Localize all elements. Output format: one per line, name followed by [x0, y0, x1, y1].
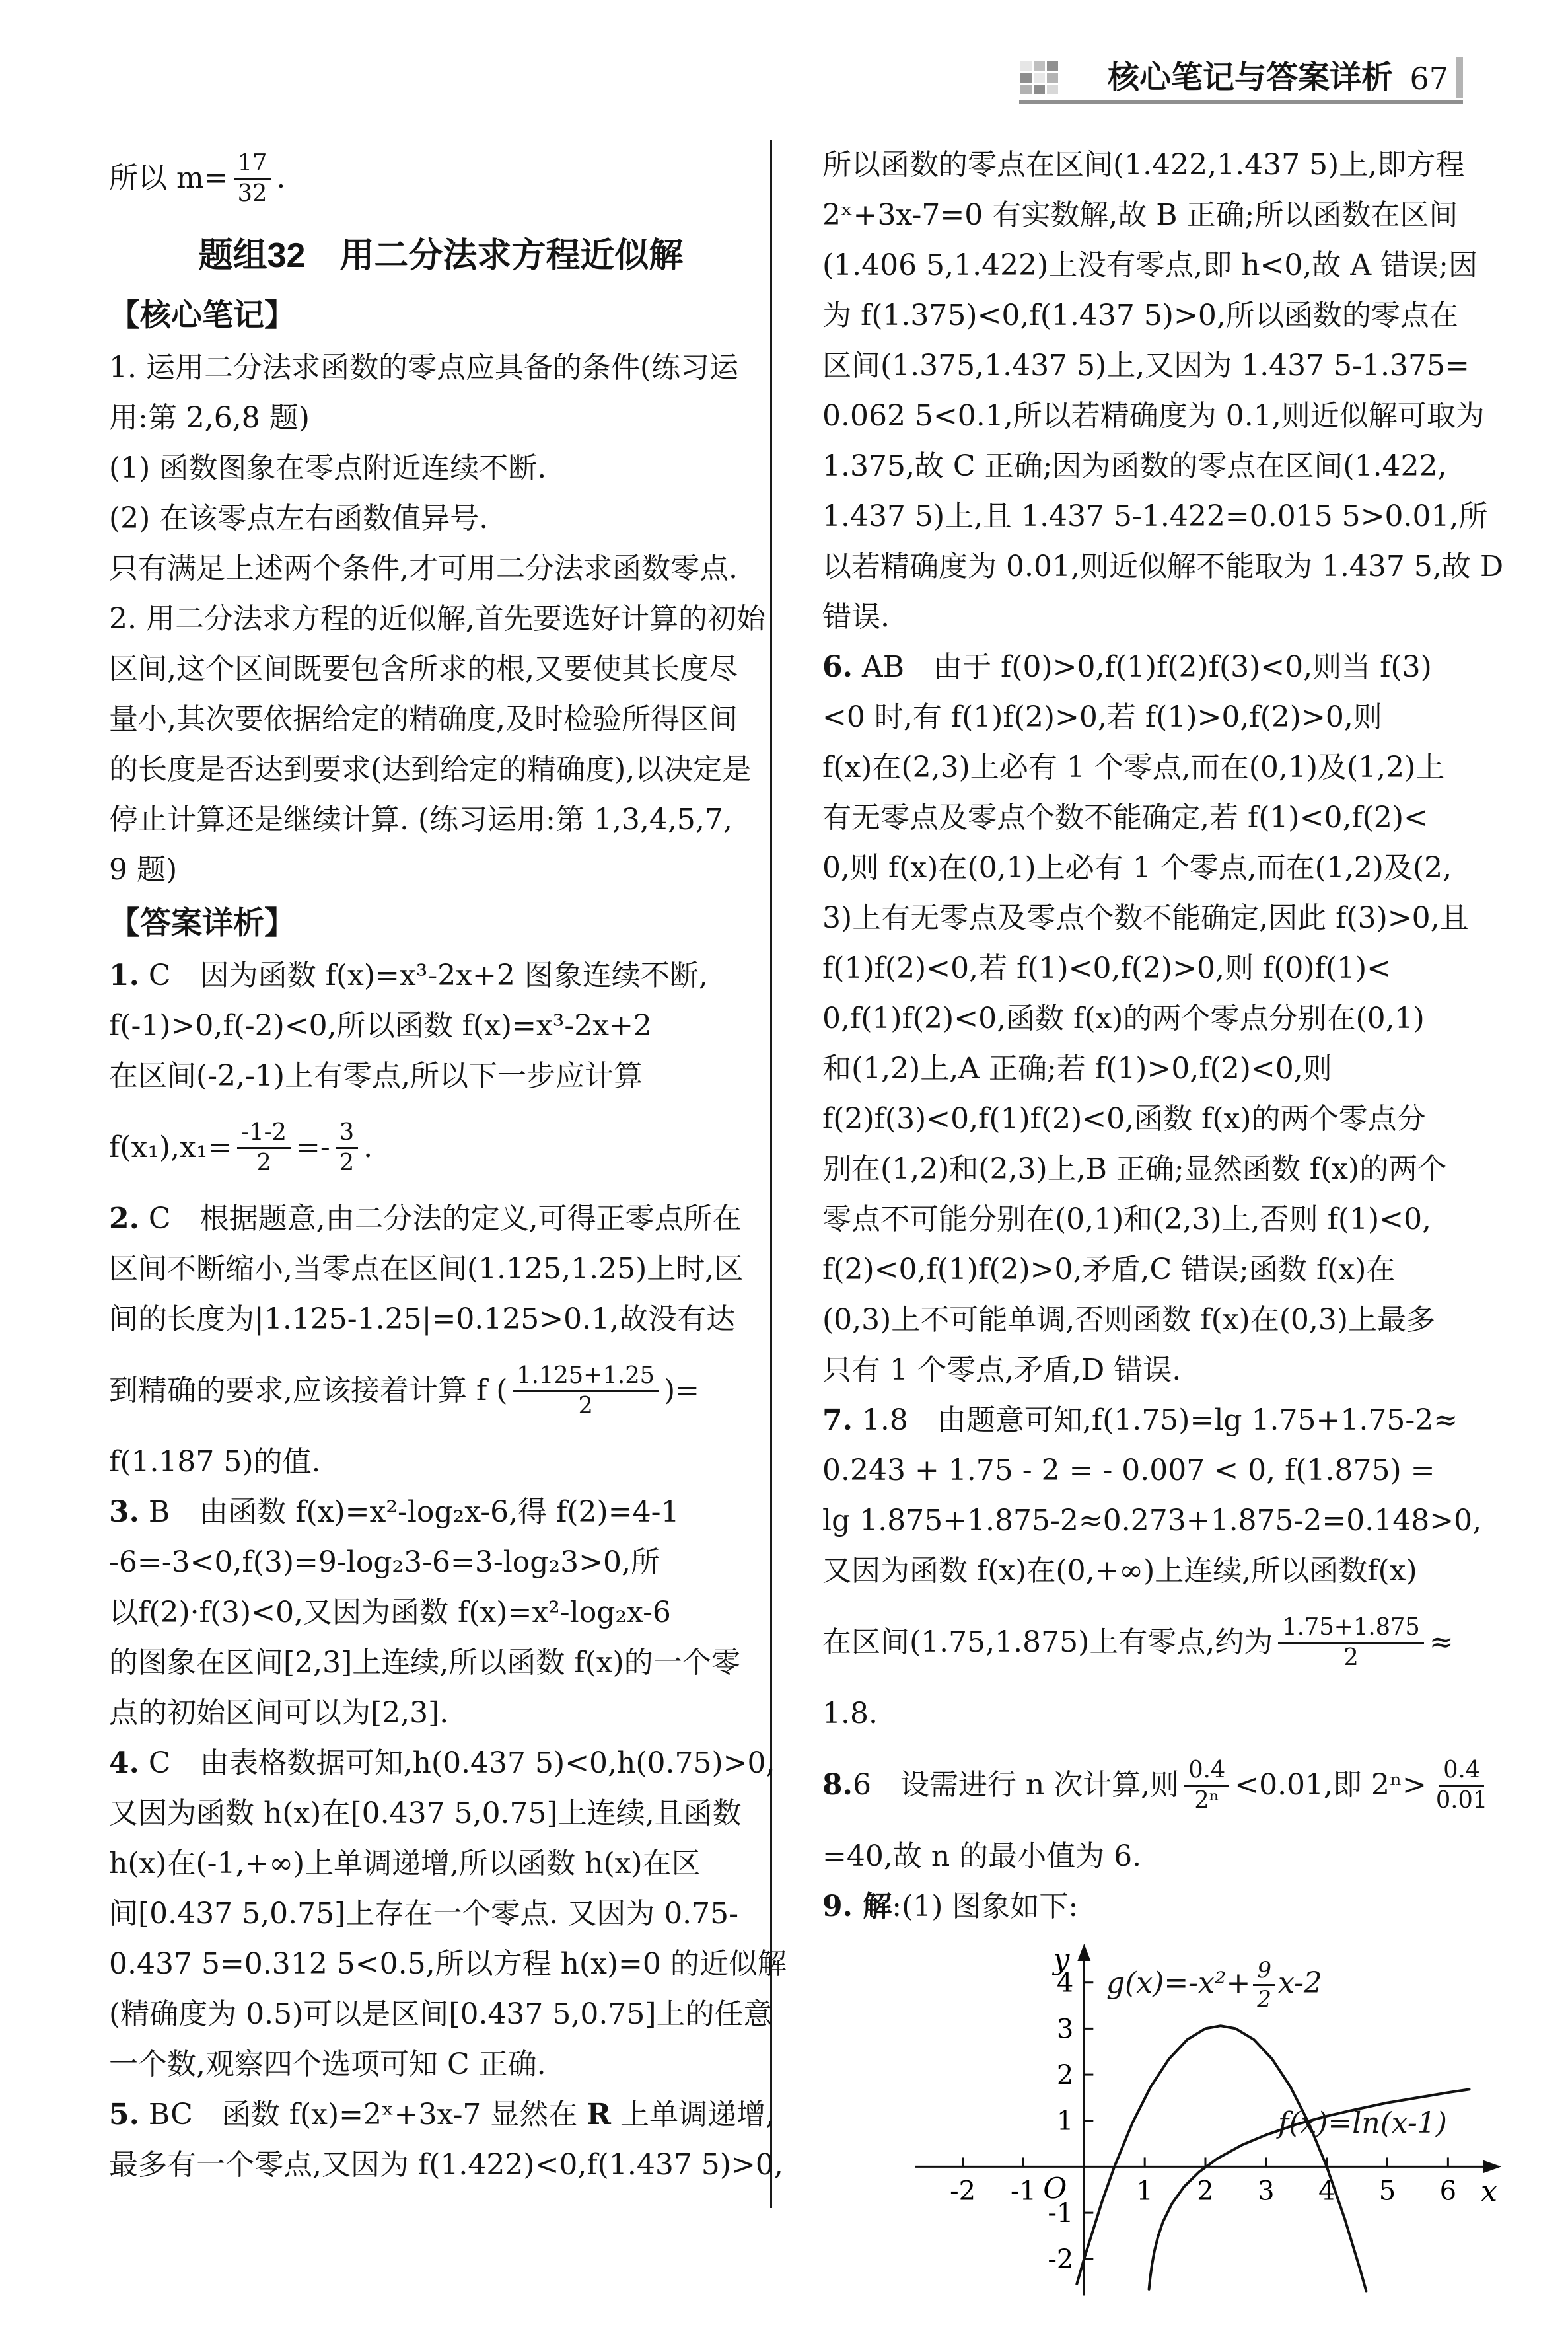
x-tick-label: -2 — [950, 2176, 976, 2207]
text-segment: :(1) 图象如下: — [892, 1890, 1079, 1923]
text-segment: =40,故 n 的最小值为 6. — [822, 1839, 1142, 1873]
text-segment: 6 设需进行 n 次计算,则 — [852, 1768, 1180, 1802]
text-segment: . — [276, 161, 286, 195]
text-segment: lg 1.875+1.875-2≈0.273+1.875-2=0.148>0, — [822, 1504, 1482, 1537]
text-segment: 和(1,2)上,A 正确;若 f(1)>0,f(2)<0,则 — [822, 1052, 1332, 1086]
deco-square — [1034, 61, 1045, 71]
text-line — [109, 1839, 773, 1889]
text-line — [109, 1789, 773, 1839]
x-axis-label: x — [1481, 2174, 1497, 2209]
text-line — [109, 644, 773, 694]
text-segment: f(1.187 5)的值. — [109, 1445, 321, 1479]
text-line — [109, 594, 773, 644]
text-segment: 9. 解 — [822, 1890, 892, 1923]
y-tick-label: 1 — [1056, 2106, 1074, 2137]
text-line — [109, 1738, 773, 1789]
text-line — [822, 240, 1493, 291]
text-segment: 0.062 5<0.1,所以若精确度为 0.1,则近似解可取为 — [822, 399, 1485, 433]
text-segment: 又因为函数 h(x)在[0.437 5,0.75]上连续,且函数 — [109, 1796, 742, 1830]
text-line — [109, 544, 773, 594]
text-line — [822, 190, 1493, 240]
text-segment: C 由表格数据可知,h(0.437 5)<0,h(0.75)>0, — [139, 1746, 775, 1780]
text-segment: 别在(1,2)和(2,3)上,B 正确;显然函数 f(x)的两个 — [822, 1152, 1447, 1186]
deco-square — [1034, 85, 1045, 94]
text-segment: 【核心笔记】 — [109, 297, 295, 332]
text-segment: 上单调递增, — [610, 2098, 775, 2131]
text-segment: (精确度为 0.5)可以是区间[0.437 5,0.75]上的任意 — [109, 1997, 773, 2031]
text-segment: 所以 m= — [109, 161, 229, 195]
text-line — [109, 225, 773, 287]
fraction: $\frac{1.125+1.25}{2}$ — [513, 1362, 659, 1419]
text-segment: 用:第 2,6,8 题) — [109, 401, 310, 435]
text-line — [109, 951, 773, 1001]
deco-square — [1020, 61, 1032, 71]
text-segment: 1.8 由题意可知,f(1.75)=lg 1.75+1.75-2≈ — [852, 1403, 1458, 1437]
text-segment: 的长度是否达到要求(达到给定的精确度),以决定是 — [109, 753, 752, 786]
fraction: $\frac{17}{32}$ — [234, 149, 271, 207]
text-line — [109, 1588, 773, 1638]
fraction: $\frac{0.4}{\text{2ⁿ}}$ — [1184, 1756, 1229, 1814]
text-segment: 只有满足上述两个条件,才可用二分法求函数零点. — [109, 552, 738, 585]
text-line — [822, 1144, 1493, 1195]
f-curve-label: f(x)=ln(x-1) — [1278, 2106, 1447, 2140]
g-label-fraction: $\frac{9}{2}$ — [1253, 1957, 1275, 2013]
text-segment: 间的长度为|1.125-1.25|=0.125>0.1,故没有达 — [109, 1302, 736, 1336]
text-segment: h(x)在(-1,+∞)上单调递增,所以函数 h(x)在区 — [109, 1847, 701, 1880]
fraction: $\frac{3}{2}$ — [336, 1119, 358, 1176]
text-line — [109, 1294, 773, 1345]
text-segment: 以若精确度为 0.01,则近似解不能取为 1.437 5,故 D — [822, 550, 1504, 583]
text-segment: (0,3)上不可能单调,否则函数 f(x)在(0,3)上最多 — [822, 1303, 1436, 1337]
y-tick-label: 2 — [1056, 2060, 1074, 2091]
text-segment: 3)上有无零点及零点个数不能确定,因此 f(3)>0,且 — [822, 901, 1469, 935]
text-line — [822, 1245, 1493, 1295]
text-line — [109, 2090, 773, 2140]
text-segment: 1. — [109, 959, 139, 992]
text-segment: f(x)在(2,3)上必有 1 个零点,而在(0,1)及(1,2)上 — [822, 751, 1445, 784]
text-segment: 在区间(1.75,1.875)上有零点,约为 — [822, 1625, 1273, 1659]
text-segment: 所以函数的零点在区间(1.422,1.437 5)上,即方程 — [822, 148, 1465, 182]
text-segment: 8. — [822, 1768, 853, 1802]
text-line — [109, 1101, 773, 1194]
text-line — [822, 291, 1493, 341]
text-segment: 【答案详析】 — [109, 905, 295, 940]
text-line — [109, 1001, 773, 1051]
text-line — [822, 140, 1493, 190]
text-line — [109, 132, 773, 225]
text-line — [109, 1487, 773, 1537]
text-line — [109, 1889, 773, 1939]
text-segment: 量小,其次要依据给定的精确度,及时检验所得区间 — [109, 702, 738, 736]
x-tick-label: 6 — [1439, 2176, 1457, 2207]
text-line — [109, 1345, 773, 1437]
text-segment: 一个数,观察四个选项可知 C 正确. — [109, 2048, 546, 2081]
text-line — [109, 2040, 773, 2090]
text-line — [822, 1446, 1493, 1496]
page-header — [1019, 57, 1463, 104]
text-line — [822, 843, 1493, 893]
x-tick-label: 2 — [1197, 2176, 1214, 2207]
text-line — [822, 743, 1493, 793]
text-segment: 以f(2)·f(3)<0,又因为函数 f(x)=x²-log₂x-6 — [109, 1596, 671, 1629]
text-segment: 零点不可能分别在(0,1)和(2,3)上,否则 f(1)<0, — [822, 1202, 1432, 1236]
x-axis-arrow-icon — [1483, 2160, 1501, 2173]
text-segment: AB 由于 f(0)>0,f(1)f(2)f(3)<0,则当 f(3) — [852, 650, 1432, 684]
text-segment: f(-1)>0,f(-2)<0,所以函数 f(x)=x³-2x+2 — [109, 1009, 652, 1043]
text-segment: 0,f(1)f(2)<0,函数 f(x)的两个零点分别在(0,1) — [822, 1002, 1425, 1035]
text-segment: 1.375,故 C 正确;因为函数的零点在区间(1.422, — [822, 449, 1447, 483]
text-line — [822, 1295, 1493, 1345]
text-segment: <0 时,有 f(1)f(2)>0,若 f(1)>0,f(2)>0,则 — [822, 700, 1382, 734]
text-segment: 3. — [109, 1495, 139, 1529]
text-line — [822, 1496, 1493, 1546]
text-line — [822, 1739, 1493, 1831]
text-line — [822, 1831, 1493, 1882]
text-segment: f(2)f(3)<0,f(1)f(2)<0,函数 f(x)的两个零点分 — [822, 1102, 1426, 1136]
text-segment: 6. — [822, 650, 853, 684]
text-segment: f(2)<0,f(1)f(2)>0,矛盾,C 错误;函数 f(x)在 — [822, 1253, 1396, 1286]
text-segment: 4. — [109, 1746, 139, 1780]
text-segment: BC 函数 f(x)=2ˣ+3x-7 显然在 — [139, 2098, 587, 2131]
text-line — [822, 642, 1493, 692]
text-segment: 9 题) — [109, 853, 178, 887]
text-segment: 停止计算还是继续计算. (练习运用:第 1,3,4,5,7, — [109, 803, 732, 836]
y-axis-label: y — [1053, 1942, 1070, 1976]
text-segment: C 因为函数 f(x)=x³-2x+2 图象连续不断, — [139, 959, 708, 992]
text-segment: 1. 运用二分法求函数的零点应具备的条件(练习运 — [109, 351, 739, 385]
text-segment: 2. 用二分法求方程的近似解,首先要选好计算的初始 — [109, 602, 766, 636]
text-segment: ≈ — [1429, 1625, 1454, 1659]
text-segment: 最多有一个零点,又因为 f(1.422)<0,f(1.437 5)>0, — [109, 2148, 783, 2182]
text-segment: 的图象在区间[2,3]上连续,所以函数 f(x)的一个零 — [109, 1646, 740, 1679]
x-tick-label: 1 — [1136, 2176, 1153, 2207]
text-line — [109, 745, 773, 795]
text-line — [822, 492, 1493, 542]
text-line — [109, 795, 773, 845]
text-segment: 为 f(1.375)<0,f(1.437 5)>0,所以函数的零点在 — [822, 299, 1458, 332]
text-segment: 区间(1.375,1.437 5)上,又因为 1.437 5-1.375= — [822, 349, 1470, 383]
text-segment: 错误. — [822, 600, 890, 634]
text-line — [109, 845, 773, 895]
y-tick-label: 3 — [1056, 2014, 1074, 2045]
text-segment: 2. — [109, 1202, 139, 1236]
fraction: $\frac{0.4}{0.01}$ — [1435, 1756, 1488, 1814]
text-line — [822, 1044, 1493, 1094]
text-line — [822, 1395, 1493, 1446]
text-segment: (1.406 5,1.422)上没有零点,即 h<0,故 A 错误;因 — [822, 248, 1478, 282]
text-segment: (2) 在该零点左右函数值异号. — [109, 501, 489, 535]
text-line — [822, 592, 1493, 642]
y-tick-label: -1 — [1048, 2198, 1074, 2229]
y-tick-label: 4 — [1056, 1968, 1074, 1999]
deco-square — [1047, 85, 1058, 94]
text-line — [822, 692, 1493, 743]
fraction: $\frac{-1-2}{2}$ — [237, 1119, 291, 1176]
text-segment: 0,则 f(x)在(0,1)上必有 1 个零点,而在(1,2)及(2, — [822, 851, 1452, 885]
y-axis-arrow-icon — [1077, 1944, 1090, 1961]
answer9-graph — [908, 1941, 1503, 2298]
deco-square — [1020, 73, 1032, 83]
text-line — [109, 1537, 773, 1588]
text-segment: 0.243 + 1.75 - 2 = - 0.007 < 0, f(1.875) = — [822, 1454, 1435, 1487]
text-segment: . — [363, 1130, 373, 1164]
text-line — [822, 1882, 1493, 1932]
curve-g — [1077, 2026, 1366, 2291]
text-line — [109, 1194, 773, 1244]
text-line — [109, 1638, 773, 1688]
y-tick-label: -2 — [1048, 2244, 1074, 2275]
text-segment: =- — [295, 1130, 330, 1164]
text-segment: B 由函数 f(x)=x²-log₂x-6,得 f(2)=4-1 — [139, 1495, 680, 1529]
header-side-bar — [1456, 57, 1463, 98]
text-segment: 有无零点及零点个数不能确定,若 f(1)<0,f(2)< — [822, 801, 1428, 834]
text-line — [109, 895, 773, 951]
text-line — [109, 343, 773, 393]
right-column-text — [822, 140, 1504, 1932]
text-line — [109, 1437, 773, 1487]
text-line — [822, 793, 1493, 843]
text-segment: 题组32 用二分法求方程近似解 — [198, 237, 684, 275]
text-line — [109, 443, 773, 494]
deco-square — [1047, 61, 1058, 71]
deco-squares-icon — [1020, 61, 1058, 94]
right-column — [822, 140, 1504, 2298]
g-curve-label — [1106, 1957, 1322, 2013]
text-line — [822, 893, 1493, 943]
text-segment: )= — [664, 1374, 700, 1407]
text-line — [822, 542, 1504, 592]
page-number: 67 — [1409, 61, 1448, 96]
text-segment: 5. — [109, 2098, 139, 2131]
text-segment: 区间,这个区间既要包含所求的根,又要使其长度尽 — [109, 652, 738, 686]
deco-square — [1034, 73, 1045, 83]
text-segment: 区间不断缩小,当零点在区间(1.125,1.25)上时,区 — [109, 1252, 744, 1286]
text-line — [822, 1546, 1493, 1596]
text-line — [109, 287, 773, 343]
text-line — [822, 1195, 1493, 1245]
text-line — [822, 1689, 1493, 1739]
deco-square — [1047, 73, 1058, 83]
text-segment: 0.437 5=0.312 5<0.5,所以方程 h(x)=0 的近似解 — [109, 1947, 787, 1981]
text-line — [822, 1596, 1493, 1689]
g-label-post: x-2 — [1278, 1966, 1322, 2000]
text-line — [822, 994, 1493, 1044]
text-segment: 又因为函数 f(x)在(0,+∞)上连续,所以函数f(x) — [822, 1554, 1417, 1588]
text-line — [109, 1244, 773, 1294]
x-tick-label: -1 — [1011, 2176, 1036, 2207]
text-line — [109, 694, 773, 745]
left-column — [109, 132, 787, 2190]
fraction: $\frac{1.75+1.875}{2}$ — [1278, 1613, 1424, 1671]
text-line — [822, 943, 1493, 994]
deco-square — [1020, 85, 1032, 94]
text-segment: R — [587, 2098, 611, 2131]
x-tick-label: 4 — [1318, 2176, 1336, 2207]
text-segment: (1) 函数图象在零点附近连续不断. — [109, 451, 547, 485]
text-segment: 在区间(-2,-1)上有零点,所以下一步应计算 — [109, 1059, 643, 1093]
text-line — [109, 1688, 773, 1738]
text-line — [109, 494, 773, 544]
text-segment: 到精确的要求,应该接着计算 f ( — [109, 1374, 508, 1407]
text-segment: 只有 1 个零点,矛盾,D 错误. — [822, 1353, 1182, 1387]
text-segment: f(1)f(2)<0,若 f(1)<0,f(2)>0,则 f(0)f(1)< — [822, 951, 1392, 985]
text-line — [109, 1989, 773, 2040]
text-line — [822, 341, 1493, 391]
text-segment: C 根据题意,由二分法的定义,可得正零点所在 — [139, 1202, 742, 1236]
x-tick-label: 5 — [1378, 2176, 1396, 2207]
text-segment: 1.8. — [822, 1697, 878, 1730]
text-segment: f(x₁),x₁= — [109, 1130, 232, 1164]
g-label-pre: g(x)=-x²+ — [1106, 1966, 1251, 2000]
text-line — [109, 1051, 773, 1101]
text-segment: 点的初始区间可以为[2,3]. — [109, 1696, 449, 1730]
origin-label: O — [1043, 2172, 1067, 2206]
text-line — [822, 441, 1493, 492]
text-line — [822, 1094, 1493, 1144]
text-line — [822, 1345, 1493, 1395]
x-tick-label: 3 — [1258, 2176, 1275, 2207]
text-segment: 间[0.437 5,0.75]上存在一个零点. 又因为 0.75- — [109, 1897, 739, 1931]
header-title: 核心笔记与答案详析 — [1107, 60, 1393, 95]
text-line — [109, 393, 773, 443]
text-segment: <0.01,即 2ⁿ> — [1234, 1768, 1427, 1802]
text-segment: 7. — [822, 1403, 853, 1437]
text-segment: 1.437 5)上,且 1.437 5-1.422=0.015 5>0.01,所 — [822, 499, 1488, 533]
text-segment: 2ˣ+3x-7=0 有实数解,故 B 正确;所以函数在区间 — [822, 198, 1458, 232]
text-line — [822, 391, 1493, 441]
text-line — [109, 1939, 787, 1989]
text-segment: -6=-3<0,f(3)=9-log₂3-6=3-log₂3>0,所 — [109, 1545, 660, 1579]
text-line — [109, 2140, 783, 2190]
